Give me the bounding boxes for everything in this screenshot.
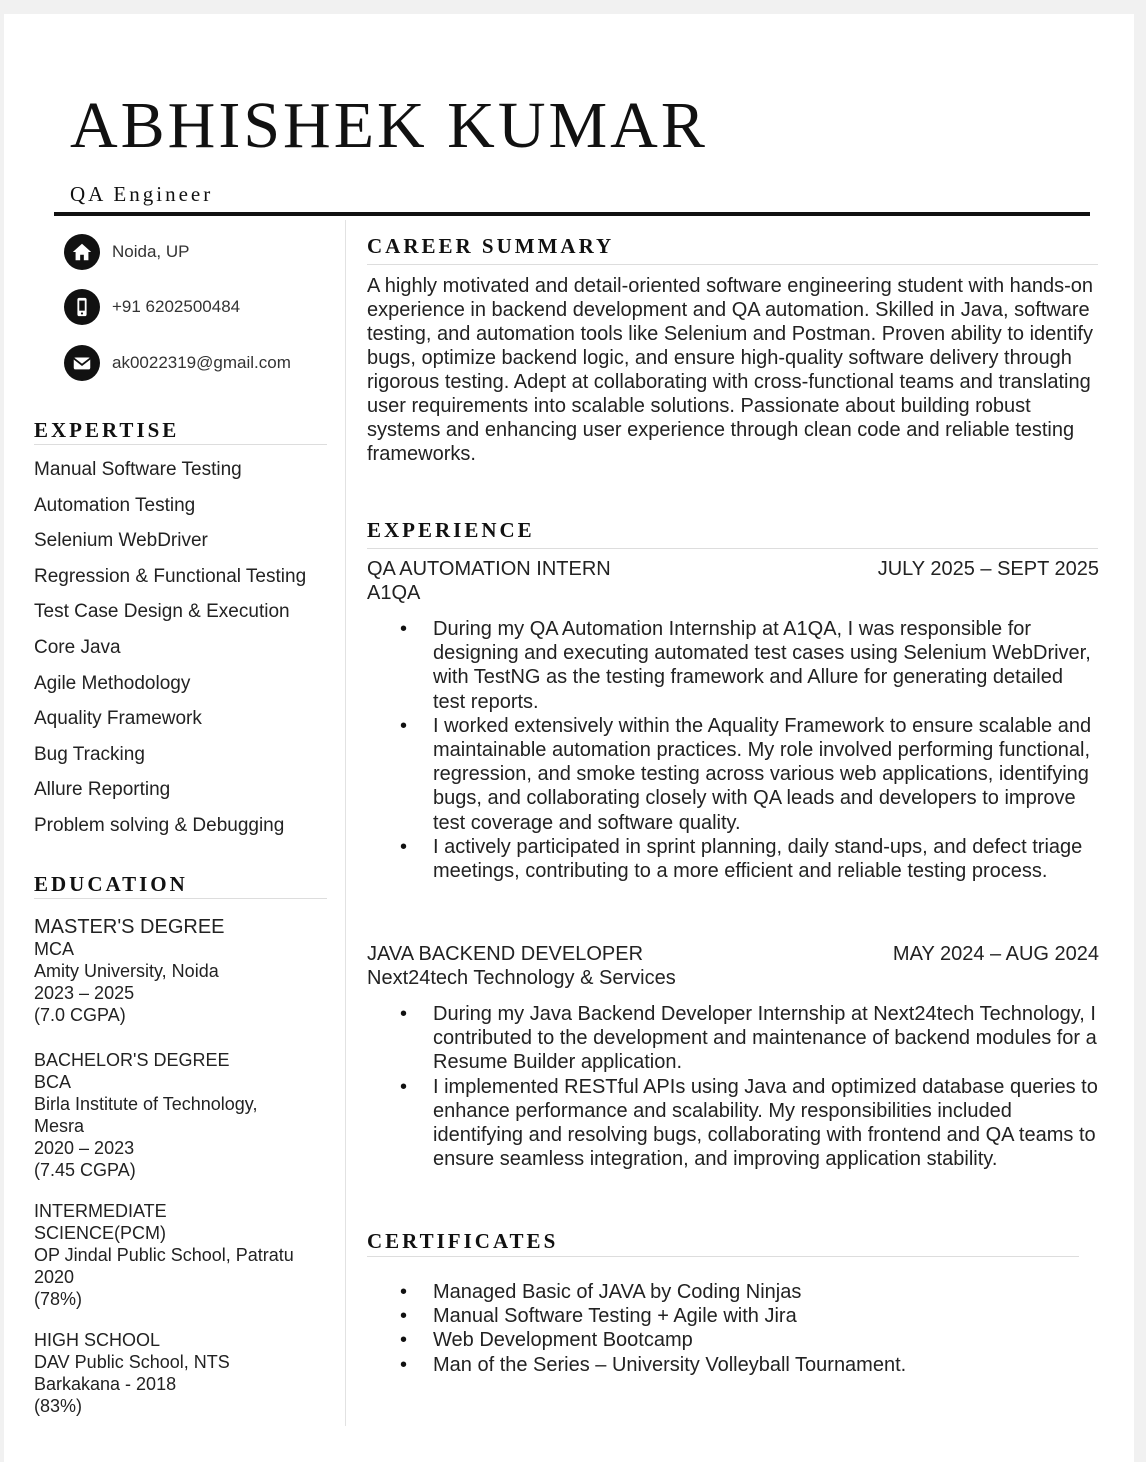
job-bullet: • I worked extensively within the Aquality Framework to ensure scalable and maintainable automation practices. My role involved performing functional, regression, and smoke testing across various web applications, identifying bugs, and collaborating closely with QA leads and developers to improve test coverage and software quality. [404, 714, 1098, 835]
job-company: Next24tech Technology & Services [367, 967, 676, 989]
education-line: 2020 – 2023 [34, 1138, 135, 1158]
education-line: OP Jindal Public School, Patratu [34, 1245, 294, 1265]
header-divider [54, 212, 1090, 216]
job-role: JAVA BACKEND DEVELOPER [367, 943, 644, 965]
education-line: Birla Institute of Technology, [34, 1094, 258, 1114]
education-line: Barkakana - 2018 [34, 1374, 177, 1394]
job-bullets [404, 617, 1098, 883]
phone-icon [64, 289, 100, 325]
summary-text: A highly motivated and detail-oriented software engineering student with hands-on experience in backend development and QA automation. Skilled in Java, software testing, and automation tools like Selenium and Postman. Proven ability to identify bugs, optimize backend logic, and ensure high-quality software delivery through rigorous testing. Adept at collaborating with cross-functional teams and translating user requirements into scalable solutions. Passionate about building robust systems and enhancing user experience through clean code and reliable testing frameworks. [367, 275, 1094, 465]
expertise-item: Problem solving & Debugging [34, 814, 285, 836]
education-heading-line [34, 898, 327, 899]
education-line: MCA [34, 939, 74, 959]
email-text[interactable]: ak0022319@gmail.com [112, 353, 291, 372]
certificate-item: • Managed Basic of JAVA by Coding Ninjas [404, 1280, 1098, 1304]
expertise-heading: EXPERTISE [34, 418, 180, 442]
job-header [367, 558, 1099, 581]
job-bullet: • During my Java Backend Developer Internship at Next24tech Technology, I contributed to the development and maintenance of backend modules for a Resume Builder application. [404, 1002, 1098, 1075]
certificate-item: • Man of the Series – University Volleyball Tournament. [404, 1353, 1098, 1377]
expertise-item: Aquality Framework [34, 708, 202, 730]
education-heading: EDUCATION [34, 872, 188, 896]
resume-page [4, 14, 1134, 1462]
column-divider [345, 220, 346, 1426]
education-entry-bachelors [34, 1049, 334, 1181]
education-line: (7.45 CGPA) [34, 1160, 136, 1180]
job-company: A1QA [367, 582, 421, 604]
education-line: (7.0 CGPA) [34, 1005, 126, 1025]
expertise-item: Manual Software Testing [34, 459, 242, 480]
job-dates: MAY 2024 – AUG 2024 [892, 943, 1099, 965]
expertise-item: Bug Tracking [34, 743, 145, 765]
expertise-item: Allure Reporting [34, 779, 171, 801]
summary-heading: CAREER SUMMARY [367, 234, 615, 258]
expertise-item: Regression & Functional Testing [34, 565, 307, 587]
education-line: SCIENCE(PCM) [34, 1223, 167, 1243]
education-degree: INTERMEDIATE [34, 1201, 167, 1221]
email-icon [64, 345, 100, 381]
job-bullets [404, 1002, 1098, 1171]
education-line: DAV Public School, NTS [34, 1352, 230, 1372]
certificates-heading-line [367, 1256, 1079, 1257]
home-icon [64, 234, 100, 270]
job-header [367, 943, 1099, 966]
certificate-item: • Manual Software Testing + Agile with Jira [404, 1304, 1098, 1328]
candidate-name: ABHISHEK KUMAR [70, 89, 708, 162]
education-degree: BACHELOR'S DEGREE [34, 1050, 230, 1070]
certificates-heading: CERTIFICATES [367, 1229, 559, 1253]
education-degree: MASTER'S DEGREE [34, 916, 225, 938]
location-text: Noida, UP [112, 242, 190, 261]
summary-heading-line [367, 264, 1098, 265]
education-line: Mesra [34, 1116, 85, 1136]
job-role: QA AUTOMATION INTERN [367, 558, 611, 580]
certificate-item: • Web Development Bootcamp [404, 1328, 1098, 1352]
experience-heading: EXPERIENCE [367, 518, 535, 542]
contact-location [64, 234, 189, 270]
education-line: 2023 – 2025 [34, 983, 135, 1003]
phone-text: +91 6202500484 [112, 297, 241, 316]
education-line: BCA [34, 1072, 72, 1092]
education-line: 2020 [34, 1267, 75, 1287]
contact-email [64, 345, 291, 381]
expertise-heading-line [34, 444, 327, 445]
expertise-item: Core Java [34, 636, 121, 658]
expertise-item: Agile Methodology [34, 672, 191, 694]
job-title: QA Engineer [70, 182, 214, 206]
certificates-list [404, 1280, 1098, 1377]
job-bullet: • I actively participated in sprint planning, daily stand-ups, and defect triage meetings, contributing to a more efficient and reliable testing process. [404, 835, 1098, 883]
job-bullet: • During my QA Automation Internship at A1QA, I was responsible for designing and executing automated test cases using Selenium WebDriver, with TestNG as the testing framework and Allure for generating detailed test reports. [404, 617, 1098, 714]
job-dates: JULY 2025 – SEPT 2025 [877, 558, 1099, 580]
education-line: Amity University, Noida [34, 961, 219, 981]
education-line: (78%) [34, 1289, 83, 1309]
education-entry-intermediate [34, 1200, 334, 1310]
expertise-item: Automation Testing [34, 494, 196, 516]
job-bullet: • I implemented RESTful APIs using Java and optimized database queries to enhance performance and scalability. My responsibilities included identifying and resolving bugs, collaborating with frontend and QA teams to ensure seamless integration, and improving application stability. [404, 1075, 1098, 1172]
experience-heading-line [367, 548, 1098, 549]
expertise-item: Selenium WebDriver [34, 530, 208, 552]
education-line: (83%) [34, 1396, 83, 1416]
education-entry-masters [34, 916, 334, 1026]
education-entry-highschool [34, 1329, 334, 1417]
expertise-list [34, 452, 306, 844]
education-degree: HIGH SCHOOL [34, 1330, 161, 1350]
contact-phone [64, 289, 240, 325]
expertise-item: Test Case Design & Execution [34, 601, 290, 623]
